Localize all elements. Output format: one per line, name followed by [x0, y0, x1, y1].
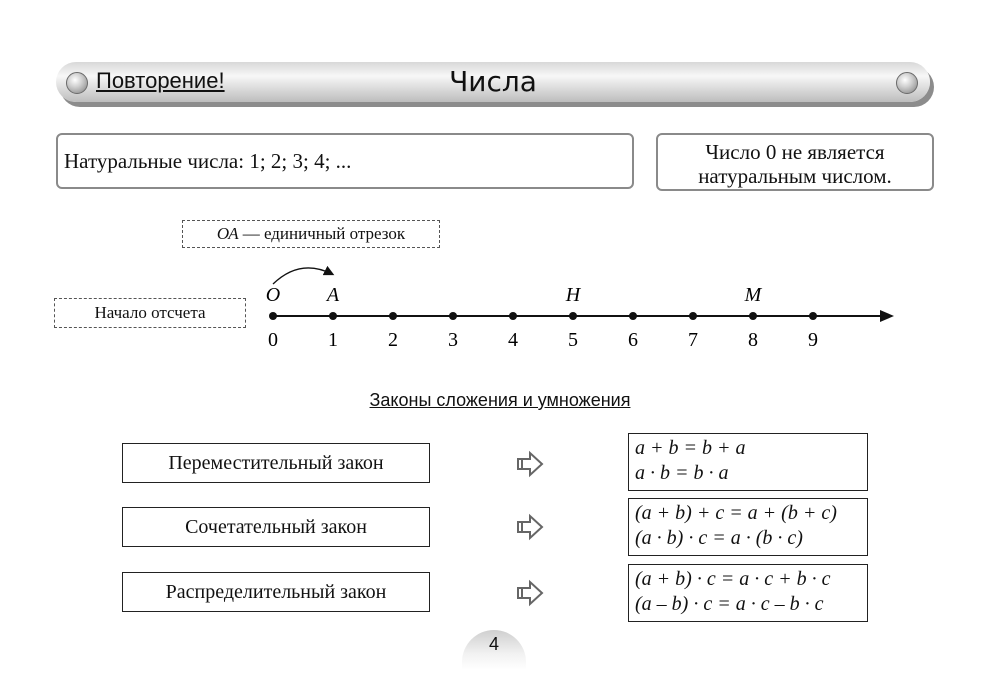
formula-line: (a – b) · c = a · c – b · c	[635, 593, 824, 615]
tick-label: 0	[268, 329, 278, 351]
tick-label: 4	[508, 329, 518, 351]
tick-label: 5	[568, 329, 578, 351]
formula-line: (a + b) · c = a · c + b · c	[635, 568, 831, 590]
point-letter: M	[744, 284, 762, 306]
formula-line: (a · b) · c = a · (b · c)	[635, 527, 803, 549]
unit-arc-arrow-icon	[273, 268, 332, 284]
zero-note-line2: натуральным числом.	[698, 164, 892, 188]
point-letter: O	[265, 284, 281, 306]
formula-line: (a + b) + c = a + (b + c)	[635, 502, 837, 524]
law-associative-formula	[628, 498, 868, 556]
page-number-tab	[462, 630, 526, 670]
law-name-text: Сочетательный закон	[185, 515, 367, 538]
formula-line: a + b = b + a	[635, 437, 746, 459]
point-letter: A	[326, 284, 340, 306]
tick-point	[629, 312, 637, 320]
tick-label: 3	[448, 329, 458, 351]
law-distributive-name	[122, 572, 430, 612]
tick-point	[389, 312, 397, 320]
tick-point	[569, 312, 577, 320]
unit-segment-rest: — единичный отрезок	[242, 224, 406, 243]
tick-point	[809, 312, 817, 320]
law-name-text: Распределительный закон	[165, 580, 387, 603]
tick-point	[449, 312, 457, 320]
tick-label: 8	[748, 329, 758, 351]
double-arrow-icon	[516, 579, 544, 607]
law-associative-name	[122, 507, 430, 547]
double-arrow-icon	[516, 513, 544, 541]
tick-label: 6	[628, 329, 638, 351]
law-distributive-formula	[628, 564, 868, 622]
tick-point	[329, 312, 337, 320]
tick-point	[509, 312, 517, 320]
law-commutative-name	[122, 443, 430, 483]
tick-label: 1	[328, 329, 338, 351]
formula-line: a · b = b · a	[635, 462, 729, 484]
point-letter: H	[565, 284, 581, 306]
page-title: Числа	[449, 65, 537, 98]
natural-numbers-text: Натуральные числа: 1; 2; 3; 4; ...	[64, 148, 352, 173]
review-label: Повторение!	[96, 68, 225, 93]
law-name-text: Переместительный закон	[168, 451, 384, 474]
double-arrow-icon	[516, 450, 544, 478]
axis-arrow-icon	[880, 310, 894, 322]
page-number: 4	[488, 634, 499, 654]
origin-label-text: Начало отсчета	[94, 303, 206, 322]
tick-label: 2	[388, 329, 398, 351]
tick-point	[689, 312, 697, 320]
law-commutative-formula	[628, 433, 868, 491]
unit-segment-italic: ОА	[216, 224, 239, 243]
tick-label: 7	[688, 329, 698, 351]
laws-heading: Законы сложения и умножения	[369, 390, 631, 410]
tick-point	[749, 312, 757, 320]
tick-point	[269, 312, 277, 320]
tick-label: 9	[808, 329, 818, 351]
zero-note-line1: Число 0 не является	[705, 140, 885, 164]
